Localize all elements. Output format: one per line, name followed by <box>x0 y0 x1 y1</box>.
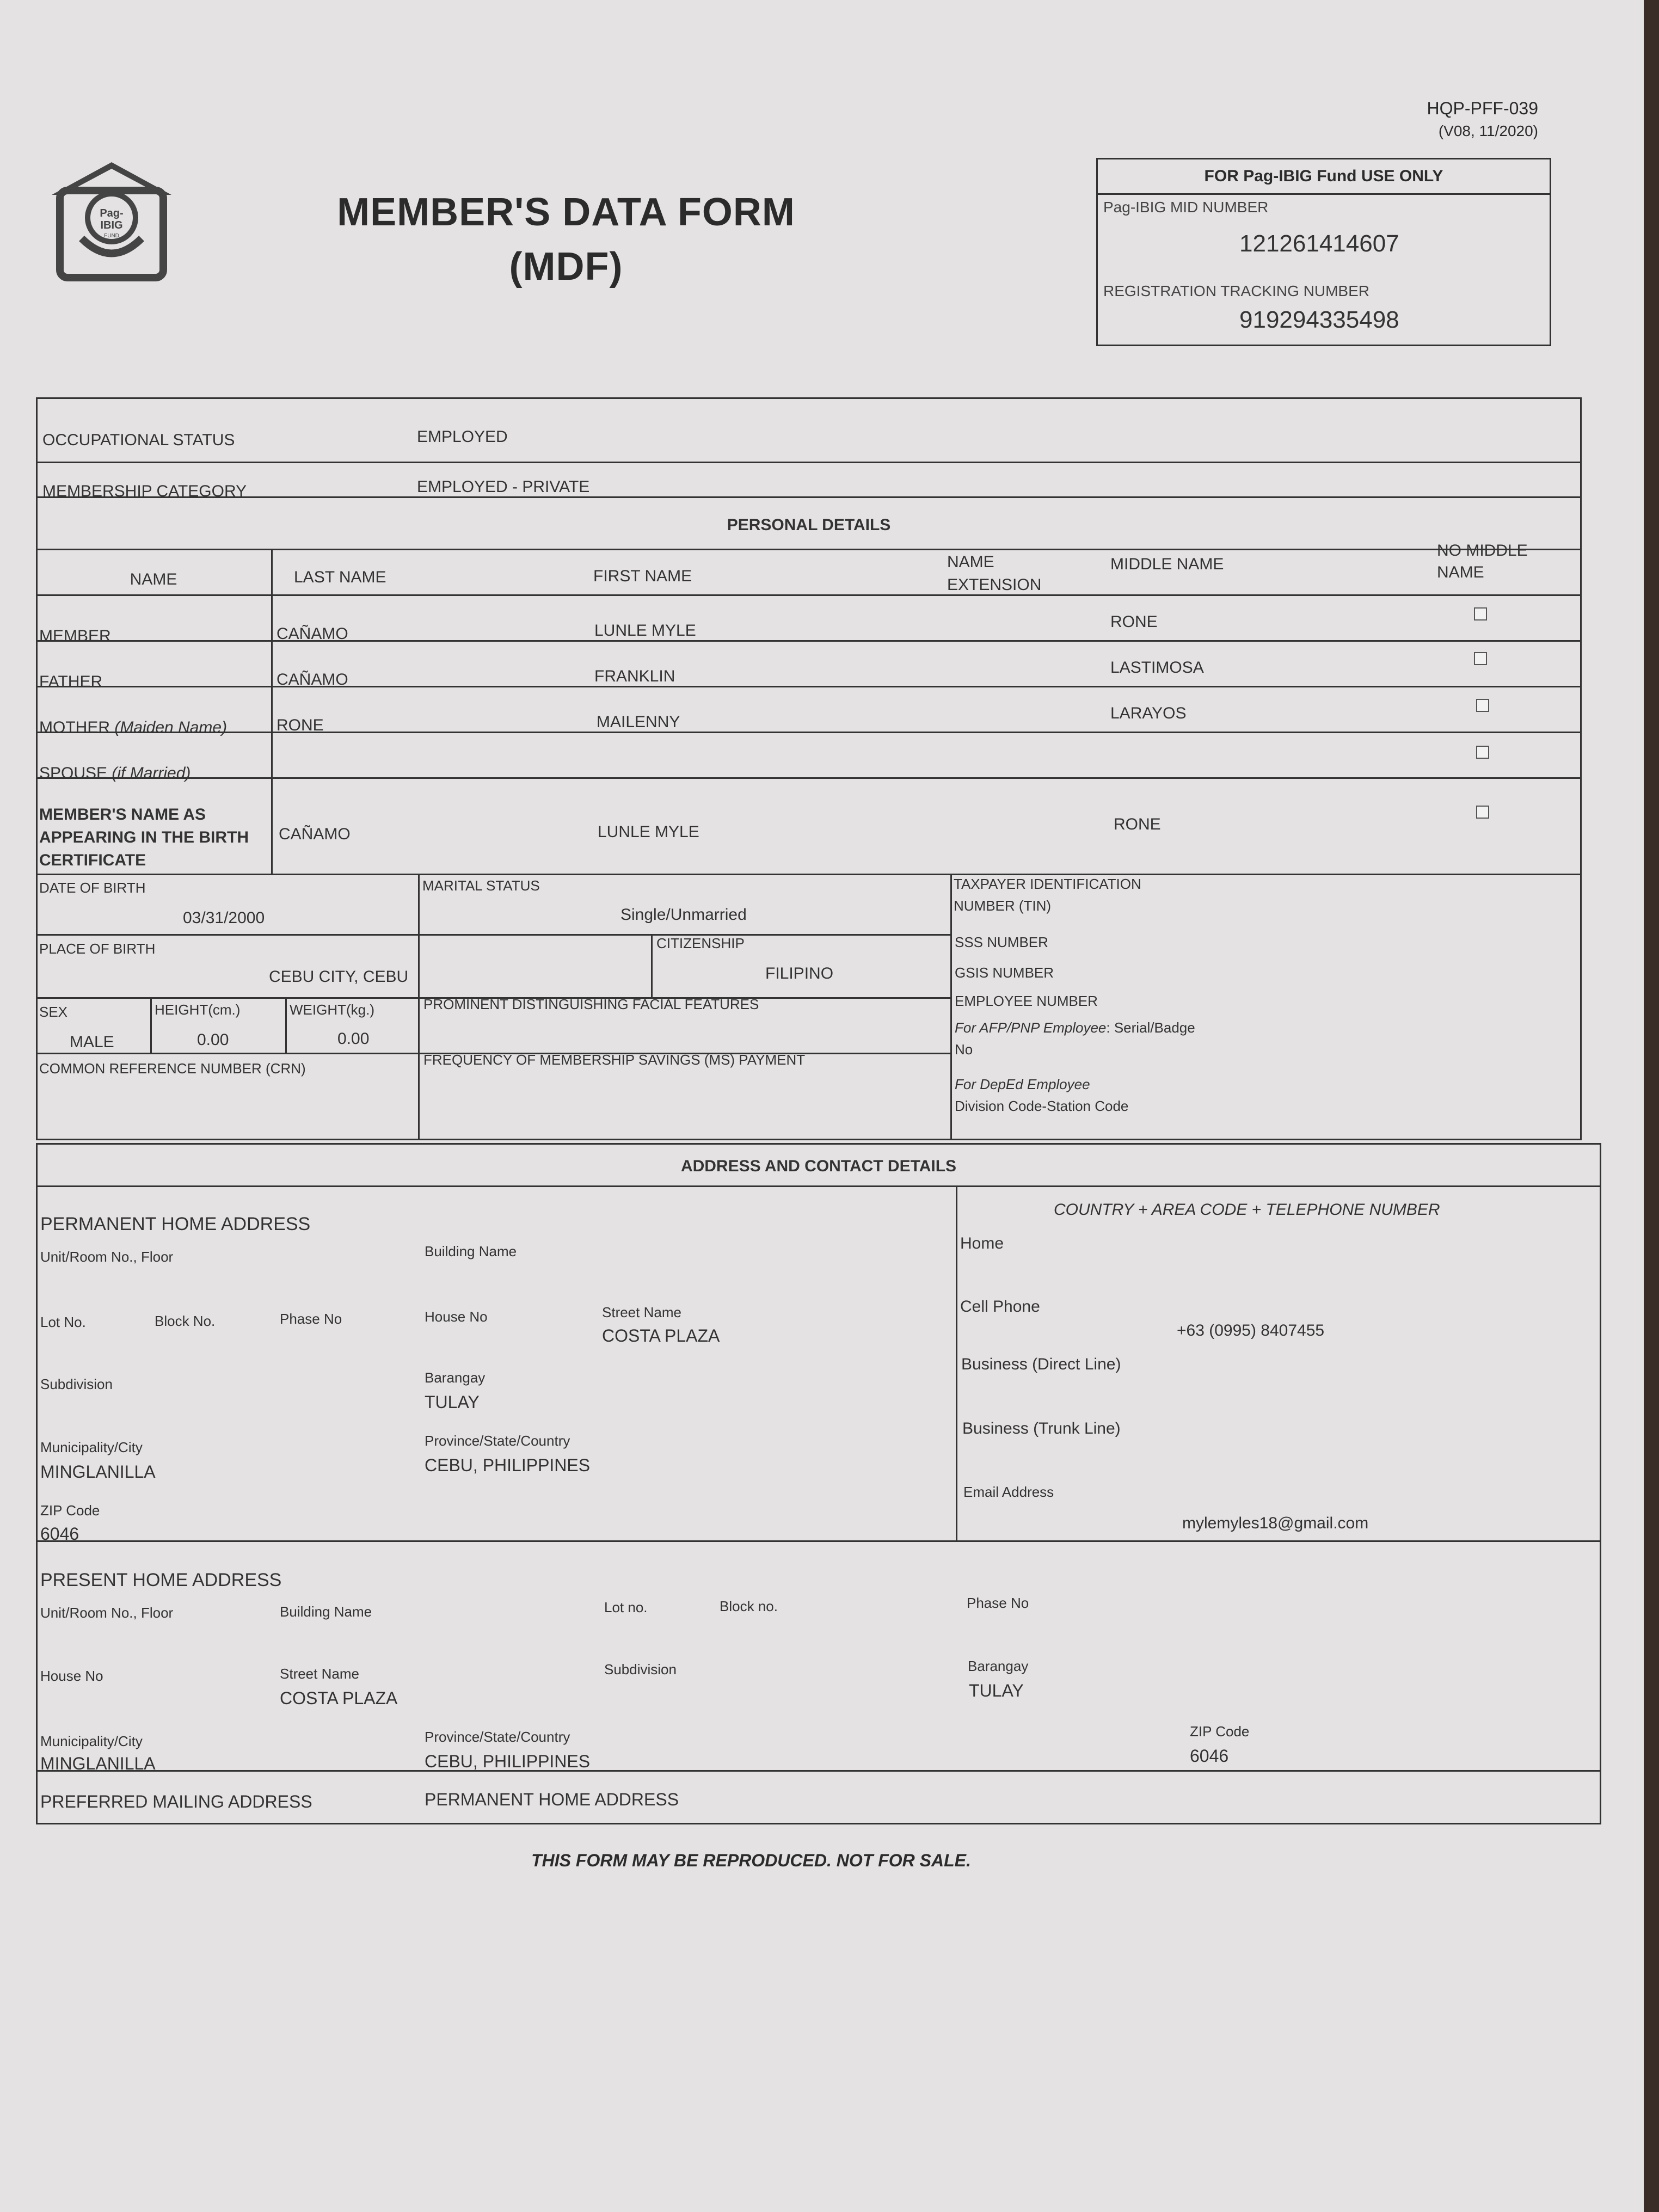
pres-lot-label: Lot no. <box>604 1599 648 1615</box>
birth-first-name: LUNLE MYLE <box>598 823 699 841</box>
sss-label: SSS NUMBER <box>955 934 1048 950</box>
perm-unit-label: Unit/Room No., Floor <box>40 1249 174 1265</box>
row-label-father: FATHER <box>39 673 103 691</box>
perm-province-label: Province/State/Country <box>425 1433 570 1449</box>
business-trunk-label: Business (Trunk Line) <box>962 1420 1121 1437</box>
title-line-1: MEMBER'S DATA FORM <box>337 191 795 234</box>
perm-phase-label: Phase No <box>280 1311 342 1327</box>
tin-label-line-1: TAXPAYER IDENTIFICATION <box>954 876 1141 892</box>
contact-number-title: COUNTRY + AREA CODE + TELEPHONE NUMBER <box>1054 1201 1440 1219</box>
rtn-value: 919294335498 <box>1239 306 1399 333</box>
deped-label <box>955 1073 1128 1117</box>
mother-no-middle-checkbox[interactable] <box>1476 699 1489 712</box>
perm-subdivision-label: Subdivision <box>40 1376 113 1392</box>
form-code <box>1415 97 1538 143</box>
perm-street-value: COSTA PLAZA <box>602 1326 720 1345</box>
form-code-number: HQP-PFF-039 <box>1427 99 1538 118</box>
perm-zip-label: ZIP Code <box>40 1502 100 1519</box>
afp-pnp-label <box>955 1017 1195 1060</box>
crn-label: COMMON REFERENCE NUMBER (CRN) <box>39 1060 306 1077</box>
pres-street-value: COSTA PLAZA <box>280 1688 398 1708</box>
perm-lot-label: Lot No. <box>40 1314 86 1330</box>
mother-first-name: MAILENNY <box>597 713 680 731</box>
mother-last-name: RONE <box>276 716 324 734</box>
perm-street-label: Street Name <box>602 1304 681 1320</box>
col-ext-line-1: NAME <box>947 553 994 571</box>
pres-province-label: Province/State/Country <box>425 1729 570 1745</box>
pob-value: CEBU CITY, CEBU <box>269 968 409 986</box>
permanent-address-title: PERMANENT HOME ADDRESS <box>40 1214 311 1234</box>
mother-middle-name: LARAYOS <box>1110 704 1187 722</box>
pres-province-value: CEBU, PHILIPPINES <box>425 1752 591 1771</box>
preferred-mailing-label: PREFERRED MAILING ADDRESS <box>40 1792 312 1811</box>
father-first-name: FRANKLIN <box>594 667 675 685</box>
weight-label: WEIGHT(kg.) <box>290 1001 374 1018</box>
deped-label-line-1: For DepEd Employee <box>955 1076 1090 1092</box>
father-last-name: CAÑAMO <box>276 671 348 689</box>
fund-use-only-box <box>1096 158 1551 346</box>
birth-label-line-2: APPEARING IN THE BIRTH <box>39 828 249 846</box>
col-last-name: LAST NAME <box>294 568 386 586</box>
title-line-2: (MDF) <box>509 245 623 288</box>
marital-status-value: Single/Unmarried <box>620 906 747 924</box>
tin-label-line-2: NUMBER (TIN) <box>954 898 1052 914</box>
deped-label-line-2: Division Code-Station Code <box>955 1098 1129 1114</box>
spouse-no-middle-checkbox[interactable] <box>1476 746 1489 759</box>
col-nomid-line-2: NAME <box>1437 563 1484 581</box>
col-no-middle-name <box>1437 540 1528 583</box>
row-label-spouse: SPOUSE (if Married) <box>39 764 191 782</box>
col-nomid-line-1: NO MIDDLE <box>1437 542 1528 560</box>
dob-value: 03/31/2000 <box>183 909 265 927</box>
citizenship-label: CITIZENSHIP <box>656 935 745 951</box>
row-label-mother: MOTHER (Maiden Name) <box>39 718 228 736</box>
email-label: Email Address <box>963 1484 1054 1500</box>
svg-text:IBIG: IBIG <box>100 219 123 231</box>
row-label-member: MEMBER <box>39 627 111 645</box>
email-value: mylemyles18@gmail.com <box>1182 1514 1369 1532</box>
col-first-name: FIRST NAME <box>593 567 692 585</box>
member-middle-name: RONE <box>1110 613 1158 631</box>
birth-no-middle-checkbox[interactable] <box>1476 806 1489 819</box>
cell-phone-label: Cell Phone <box>960 1298 1040 1316</box>
pagibig-logo <box>49 157 174 282</box>
perm-barangay-label: Barangay <box>425 1369 486 1386</box>
use-only-header: FOR Pag-IBIG Fund USE ONLY <box>1098 159 1550 195</box>
personal-details-header: PERSONAL DETAILS <box>727 516 891 534</box>
birth-middle-name: RONE <box>1114 815 1161 833</box>
pres-zip-value: 6046 <box>1190 1746 1229 1766</box>
perm-barangay-value: TULAY <box>425 1392 480 1412</box>
sex-value: MALE <box>70 1033 114 1051</box>
mid-label: Pag-IBIG MID NUMBER <box>1103 199 1269 216</box>
present-address-title: PRESENT HOME ADDRESS <box>40 1570 282 1590</box>
marital-status-label: MARITAL STATUS <box>422 877 540 894</box>
pres-phase-label: Phase No <box>967 1595 1029 1611</box>
home-phone-label: Home <box>960 1234 1004 1252</box>
birth-cert-name-label <box>39 803 249 872</box>
occupational-status-label: OCCUPATIONAL STATUS <box>42 431 235 449</box>
pres-barangay-value: TULAY <box>969 1681 1024 1700</box>
sex-label: SEX <box>39 1004 68 1020</box>
pres-municipality-label: Municipality/City <box>40 1733 143 1749</box>
address-header: ADDRESS AND CONTACT DETAILS <box>680 1157 957 1175</box>
father-no-middle-checkbox[interactable] <box>1474 652 1487 665</box>
afp-label-serial: : Serial/Badge <box>1106 1019 1195 1036</box>
birth-last-name: CAÑAMO <box>279 825 351 843</box>
afp-label-no: No <box>955 1041 973 1058</box>
birth-label-line-3: CERTIFICATE <box>39 851 146 869</box>
father-middle-name: LASTIMOSA <box>1110 659 1204 677</box>
occupational-status-value: EMPLOYED <box>417 428 508 446</box>
perm-municipality-label: Municipality/City <box>40 1439 143 1455</box>
svg-text:FUND: FUND <box>104 233 119 239</box>
cell-phone-value: +63 (0995) 8407455 <box>1177 1322 1325 1340</box>
member-first-name: LUNLE MYLE <box>594 622 696 640</box>
pres-block-label: Block no. <box>720 1598 778 1614</box>
pob-label: PLACE OF BIRTH <box>39 941 156 957</box>
perm-building-label: Building Name <box>425 1243 517 1259</box>
member-last-name: CAÑAMO <box>276 625 348 643</box>
tin-label <box>954 873 1141 917</box>
svg-text:Pag-: Pag- <box>100 207 124 219</box>
facial-features-label: PROMINENT DISTINGUISHING FACIAL FEATURES <box>423 996 759 1012</box>
birth-label-line-1: MEMBER'S NAME AS <box>39 806 206 824</box>
business-direct-label: Business (Direct Line) <box>961 1355 1121 1373</box>
height-label: HEIGHT(cm.) <box>155 1001 241 1018</box>
afp-label-italic: For AFP/PNP Employee <box>955 1019 1107 1036</box>
footer-note: THIS FORM MAY BE REPRODUCED. NOT FOR SALE. <box>531 1851 971 1870</box>
pres-municipality-value: MINGLANILLA <box>40 1754 156 1773</box>
dob-label: DATE OF BIRTH <box>39 880 146 896</box>
pres-subdivision-label: Subdivision <box>604 1661 677 1678</box>
pres-house-label: House No <box>40 1668 103 1684</box>
membership-category-label: MEMBERSHIP CATEGORY <box>42 482 247 500</box>
perm-zip-value: 6046 <box>40 1524 79 1544</box>
height-value: 0.00 <box>197 1031 229 1049</box>
perm-house-label: House No <box>425 1308 488 1325</box>
weight-value: 0.00 <box>337 1030 370 1048</box>
gsis-label: GSIS NUMBER <box>955 964 1054 981</box>
employee-number-label: EMPLOYEE NUMBER <box>955 993 1098 1009</box>
pres-unit-label: Unit/Room No., Floor <box>40 1605 174 1621</box>
col-middle-name: MIDDLE NAME <box>1110 555 1224 573</box>
pres-zip-label: ZIP Code <box>1190 1723 1250 1740</box>
table-edge <box>1644 0 1659 2212</box>
address-contact-grid <box>36 1143 1601 1824</box>
form-version: (V08, 11/2020) <box>1438 122 1538 139</box>
membership-category-value: EMPLOYED - PRIVATE <box>417 478 590 496</box>
pres-barangay-label: Barangay <box>968 1658 1029 1674</box>
rtn-label: REGISTRATION TRACKING NUMBER <box>1103 282 1370 299</box>
col-name-extension <box>947 551 1041 597</box>
perm-province-value: CEBU, PHILIPPINES <box>425 1455 591 1475</box>
preferred-mailing-value: PERMANENT HOME ADDRESS <box>425 1790 679 1809</box>
ms-payment-frequency-label: FREQUENCY OF MEMBERSHIP SAVINGS (MS) PAYMENT <box>423 1052 806 1068</box>
personal-details-grid <box>36 397 1582 1140</box>
pres-street-label: Street Name <box>280 1666 359 1682</box>
pres-building-label: Building Name <box>280 1603 372 1620</box>
col-name: NAME <box>130 570 177 588</box>
perm-block-label: Block No. <box>155 1313 216 1329</box>
col-ext-line-2: EXTENSION <box>947 576 1042 594</box>
citizenship-value: FILIPINO <box>765 964 834 982</box>
perm-municipality-value: MINGLANILLA <box>40 1462 156 1482</box>
page-title <box>305 185 827 294</box>
mid-value: 121261414607 <box>1239 230 1399 257</box>
member-no-middle-checkbox[interactable] <box>1474 607 1487 620</box>
